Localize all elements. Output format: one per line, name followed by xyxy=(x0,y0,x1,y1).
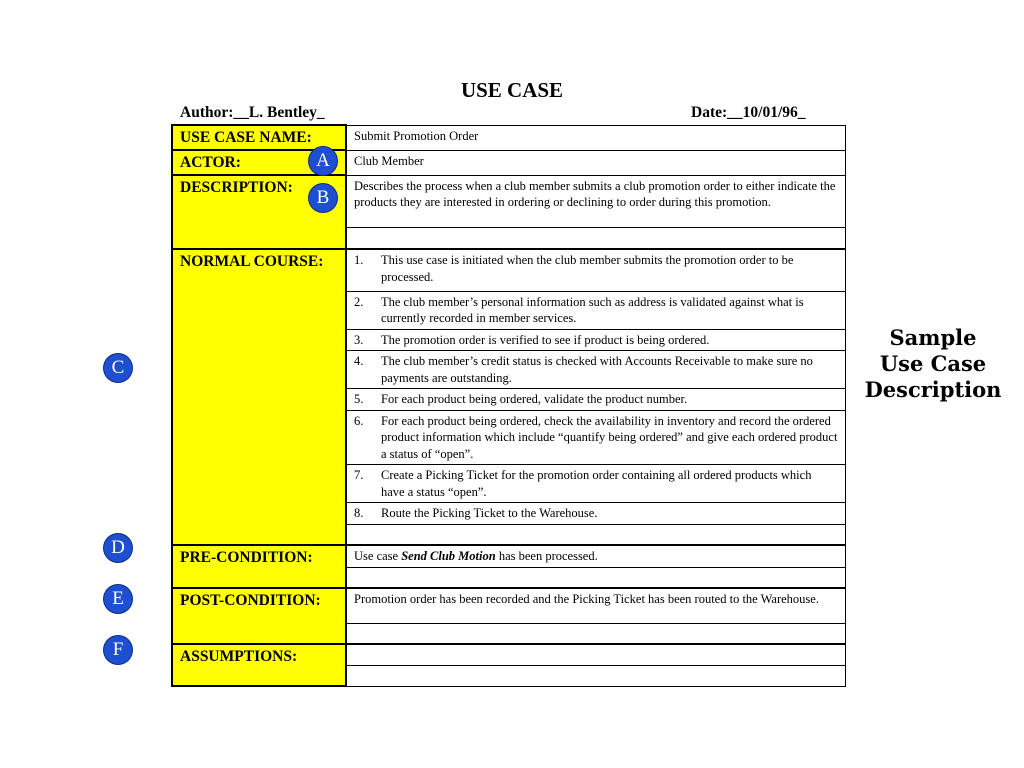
normal-course-row-1 xyxy=(172,249,845,291)
marker-a: A xyxy=(309,147,337,175)
description-blank-cell xyxy=(346,227,845,249)
pre-condition-suffix: has been processed. xyxy=(495,549,598,563)
normal-course-step xyxy=(346,329,845,351)
date-line: Date:__10/01/96_ xyxy=(691,104,806,121)
use-case-name-label: USE CASE NAME: xyxy=(172,125,346,150)
post-condition-blank-cell xyxy=(346,623,845,644)
use-case-name-row xyxy=(172,125,845,150)
assumptions-row xyxy=(172,644,845,665)
step-text: This use case is initiated when the club member submits the promotion order to be processed. xyxy=(381,253,794,284)
pre-condition-row xyxy=(172,545,845,567)
step-number: 1. xyxy=(354,253,364,267)
post-condition-row xyxy=(172,588,845,623)
marker-c: C xyxy=(104,354,132,382)
actor-value: Club Member xyxy=(346,150,845,175)
use-case-name-value: Submit Promotion Order xyxy=(346,125,845,150)
author-line: Author:__L. Bentley_ xyxy=(180,104,325,121)
post-condition-label: POST-CONDITION: xyxy=(172,588,346,644)
description-row xyxy=(172,175,845,227)
assumptions-value xyxy=(346,644,845,665)
normal-course-step xyxy=(346,389,845,411)
actor-row xyxy=(172,150,845,175)
step-text: For each product being ordered, validate the product number. xyxy=(381,392,688,406)
document-title: USE CASE xyxy=(460,78,564,102)
assumptions-label: ASSUMPTIONS: xyxy=(172,644,346,686)
normal-course-blank-cell xyxy=(346,524,845,545)
side-title-line: Sample xyxy=(889,325,977,350)
assumptions-blank-cell xyxy=(346,665,845,686)
use-case-table xyxy=(171,124,846,687)
sample-use-case-heading xyxy=(848,325,1018,403)
description-value: Describes the process when a club member submits a club promotion order to either indicate the products they are interested in ordering or declining to order during this promotion. xyxy=(346,175,845,227)
normal-course-step xyxy=(346,465,845,503)
step-text: Create a Picking Ticket for the promotion order containing all ordered products which have a status “open”. xyxy=(381,468,812,499)
normal-course-step xyxy=(346,351,845,389)
marker-b: B xyxy=(309,184,337,212)
marker-d: D xyxy=(104,534,132,562)
step-number: 7. xyxy=(354,468,364,482)
pre-condition-prefix: Use case xyxy=(354,549,402,563)
normal-course-step xyxy=(346,249,845,291)
step-number: 4. xyxy=(354,354,364,368)
side-title-line: Description xyxy=(864,377,1002,402)
pre-condition-emphasis: Send Club Motion xyxy=(401,549,496,563)
actor-label: ACTOR: xyxy=(172,150,346,175)
step-text: For each product being ordered, check the availability in inventory and record the ordered product information which include “quantify being ordered” and give each ordered product a status of “open”. xyxy=(381,413,838,461)
post-condition-value: Promotion order has been recorded and the Picking Ticket has been routed to the Warehouse. xyxy=(346,588,845,623)
step-number: 3. xyxy=(354,332,364,347)
normal-course-label: NORMAL COURSE: xyxy=(172,249,346,545)
normal-course-step xyxy=(346,291,845,329)
step-text: Route the Picking Ticket to the Warehouse. xyxy=(381,506,598,520)
step-number: 8. xyxy=(354,506,364,520)
step-number: 6. xyxy=(354,413,364,428)
pre-condition-value xyxy=(346,545,845,567)
step-number: 5. xyxy=(354,392,364,406)
step-text: The club member’s personal information such as address is validated against what is currently recorded in member services. xyxy=(381,294,804,325)
step-number: 2. xyxy=(354,294,364,309)
step-text: The club member’s credit status is checked with Accounts Receivable to make sure no payments are outstanding. xyxy=(381,354,813,385)
normal-course-step xyxy=(346,410,845,465)
marker-f: F xyxy=(104,636,132,664)
normal-course-step xyxy=(346,503,845,525)
side-title-line: Use Case xyxy=(879,351,987,376)
description-label: DESCRIPTION: xyxy=(172,175,346,249)
marker-e: E xyxy=(104,585,132,613)
pre-condition-label: PRE-CONDITION: xyxy=(172,545,346,588)
pre-condition-blank-cell xyxy=(346,567,845,588)
step-text: The promotion order is verified to see if product is being ordered. xyxy=(381,332,710,347)
